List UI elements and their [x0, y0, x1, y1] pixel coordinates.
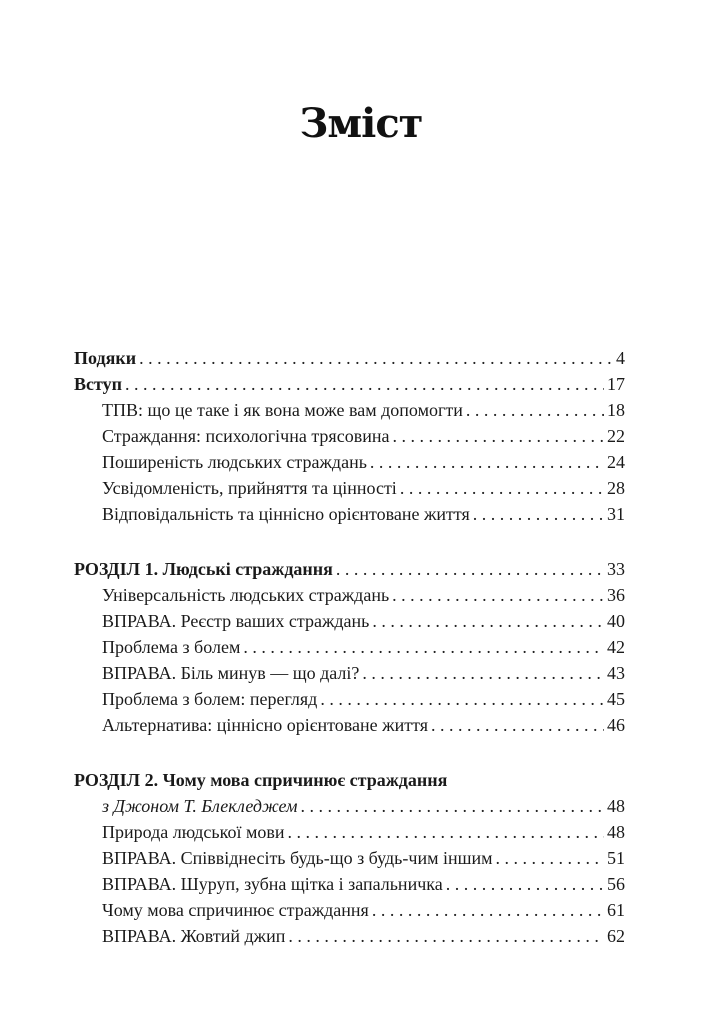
toc-page-number: 22: [607, 426, 625, 446]
toc-page-number: 40: [607, 611, 625, 631]
section-spacer: [74, 738, 625, 767]
toc-entry-label: РОЗДІЛ 2. Чому мова спричинює страждання: [74, 770, 448, 790]
toc-page-number: 17: [607, 374, 625, 394]
toc-entry[interactable]: [74, 634, 625, 660]
toc-entry[interactable]: [74, 871, 625, 897]
dot-leader: [288, 819, 605, 845]
toc-page-number: 48: [607, 822, 625, 842]
section-spacer: [74, 527, 625, 556]
toc-page-number: 51: [607, 848, 625, 868]
table-of-contents: [74, 345, 625, 949]
toc-page-number: 62: [607, 926, 625, 946]
dot-leader: [125, 371, 604, 397]
toc-entry[interactable]: [74, 475, 625, 501]
toc-entry-label: РОЗДІЛ 1. Людські страждання: [74, 559, 333, 579]
toc-entry-label: ВПРАВА. Жовтий джип: [102, 926, 286, 946]
dot-leader: [372, 897, 604, 923]
dot-leader: [392, 423, 604, 449]
toc-entry-label: Природа людської мови: [102, 822, 285, 842]
toc-page-number: 61: [607, 900, 625, 920]
dot-leader: [495, 845, 604, 871]
toc-entry-label: Усвідомленість, прийняття та цінності: [102, 478, 397, 498]
toc-page-number: 45: [607, 689, 625, 709]
dot-leader: [446, 871, 604, 897]
dot-leader: [336, 556, 604, 582]
toc-page-number: 28: [607, 478, 625, 498]
toc-entry[interactable]: [74, 423, 625, 449]
toc-entry-label: Поширеність людських страждань: [102, 452, 367, 472]
toc-entry-label: Універсальність людських страждань: [102, 585, 390, 605]
toc-entry-label: Чому мова спричинює страждання: [102, 900, 369, 920]
toc-page-number: 36: [607, 585, 625, 605]
dot-leader: [392, 582, 604, 608]
toc-entry[interactable]: [74, 608, 625, 634]
toc-entry[interactable]: [74, 897, 625, 923]
toc-entry[interactable]: [74, 397, 625, 423]
toc-entry-label: Подяки: [74, 348, 137, 368]
toc-entry-label: ВПРАВА. Шуруп, зубна щітка і запальничка: [102, 874, 443, 894]
toc-entry[interactable]: [74, 712, 625, 738]
toc-entry-acknowledgements[interactable]: [74, 345, 625, 371]
toc-page-number: 48: [607, 796, 625, 816]
toc-entry-label: ВПРАВА. Співвіднесіть будь-що з будь-чим іншим: [102, 848, 493, 868]
toc-entry[interactable]: [74, 819, 625, 845]
toc-entry-label: Страждання: психологічна трясовина: [102, 426, 390, 446]
dot-leader: [400, 475, 604, 501]
toc-entry[interactable]: [74, 845, 625, 871]
dot-leader: [362, 660, 604, 686]
toc-page-number: 42: [607, 637, 625, 657]
toc-entry-label: Альтернатива: ціннісно орієнтоване життя: [102, 715, 428, 735]
dot-leader: [431, 712, 604, 738]
toc-page-number: 56: [607, 874, 625, 894]
dot-leader: [301, 793, 604, 819]
toc-page-number: 33: [607, 559, 625, 579]
toc-entry-chapter-2-heading[interactable]: [74, 767, 625, 793]
toc-entry[interactable]: [74, 449, 625, 475]
toc-entry-label: Відповідальність та ціннісно орієнтоване життя: [102, 504, 470, 524]
dot-leader: [288, 923, 604, 949]
toc-entry-chapter-2-coauthor[interactable]: [74, 793, 625, 819]
toc-page-number: 43: [607, 663, 625, 683]
page-title: Зміст: [299, 100, 423, 147]
toc-entry[interactable]: [74, 582, 625, 608]
toc-page-number: 46: [607, 715, 625, 735]
toc-entry-label: Проблема з болем: перегляд: [102, 689, 318, 709]
toc-entry-label: Вступ: [74, 374, 122, 394]
toc-entry-label: Проблема з болем: [102, 637, 241, 657]
toc-entry[interactable]: [74, 923, 625, 949]
dot-leader: [243, 634, 604, 660]
toc-entry-label: ВПРАВА. Біль минув — що далі?: [102, 663, 360, 683]
toc-entry-chapter-1[interactable]: [74, 556, 625, 582]
dot-leader: [370, 449, 604, 475]
toc-entry-label: ТПВ: що це таке і як вона може вам допомогти: [102, 400, 463, 420]
toc-entry-introduction[interactable]: [74, 371, 625, 397]
dot-leader: [473, 501, 604, 527]
dot-leader: [320, 686, 604, 712]
toc-entry-label: ВПРАВА. Реєстр ваших страждань: [102, 611, 370, 631]
toc-entry[interactable]: [74, 501, 625, 527]
toc-page-number: 4: [616, 348, 625, 368]
toc-entry-label: з Джоном Т. Блекледжем: [102, 796, 298, 816]
toc-page-number: 18: [607, 400, 625, 420]
toc-page-number: 31: [607, 504, 625, 524]
toc-entry[interactable]: [74, 660, 625, 686]
dot-leader: [372, 608, 604, 634]
toc-page-number: 24: [607, 452, 625, 472]
dot-leader: [466, 397, 604, 423]
toc-entry[interactable]: [74, 686, 625, 712]
dot-leader: [139, 345, 613, 371]
